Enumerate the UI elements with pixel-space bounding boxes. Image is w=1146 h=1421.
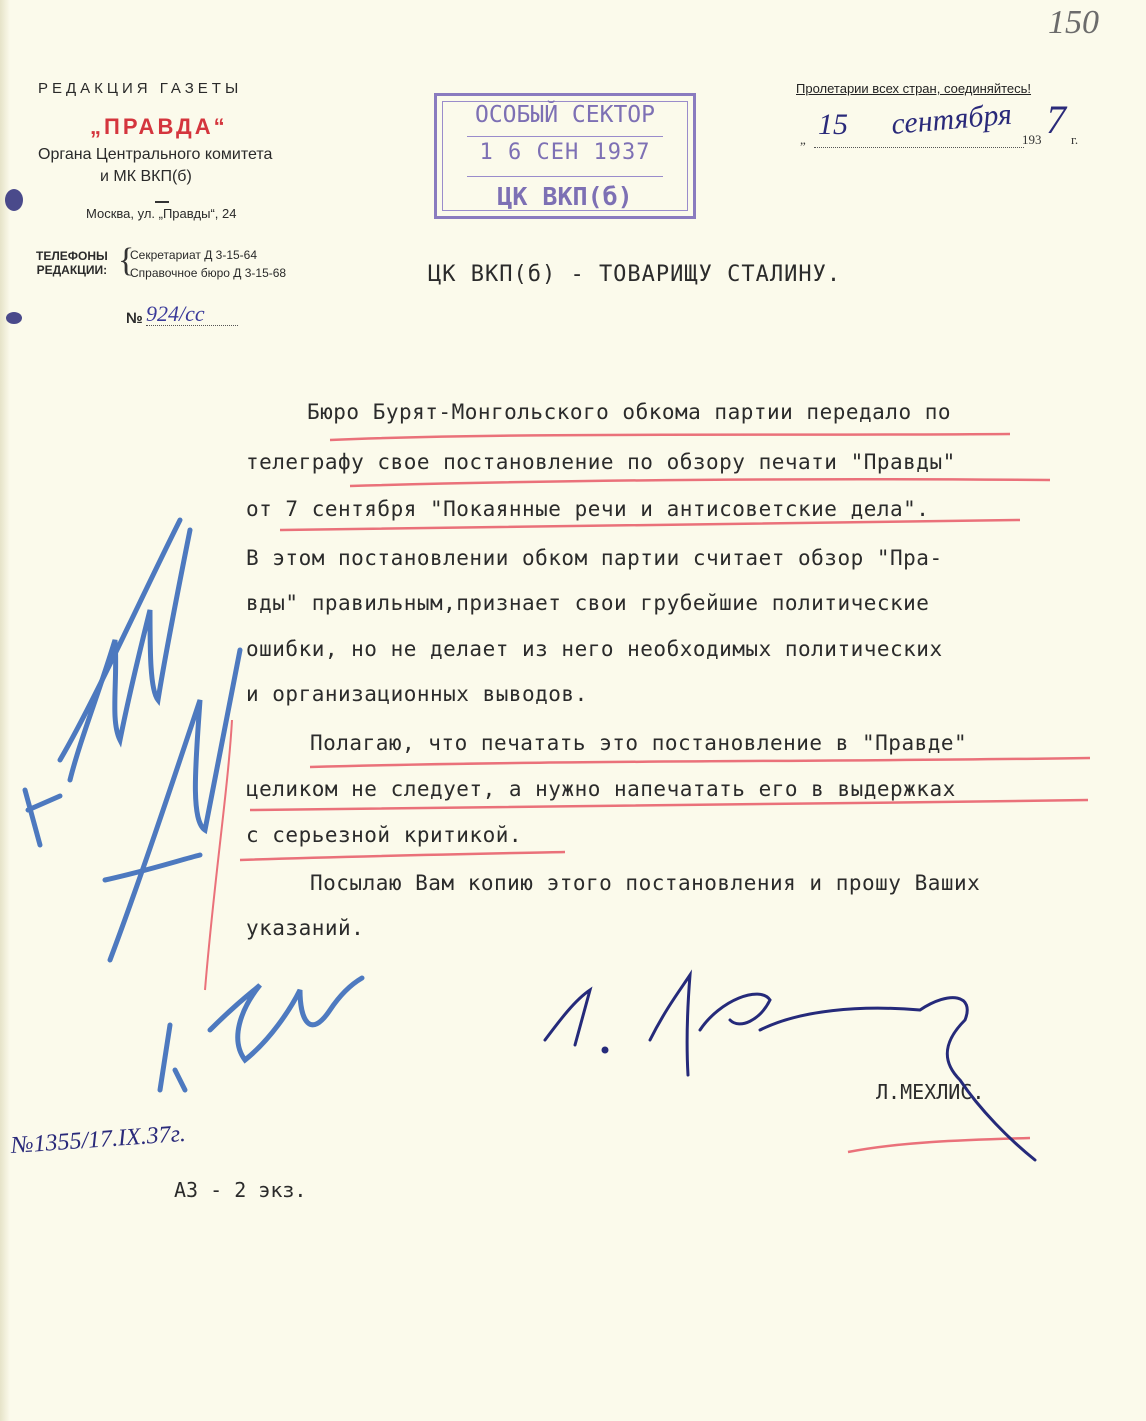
- stamp-line-3: ЦК ВКП(б): [497, 182, 633, 211]
- phones-label-line-1: ТЕЛЕФОНЫ: [36, 249, 108, 263]
- letterhead-phones-label: [36, 249, 108, 277]
- brace-icon: {: [118, 242, 135, 279]
- red-underline: [280, 520, 1020, 530]
- letterhead-address: Москва, ул. „Правды“, 24: [86, 206, 237, 221]
- body-line: вды" правильным,признает свои грубейшие политические: [246, 591, 930, 615]
- slogan: Пролетарии всех стран, соединяйтесь!: [796, 81, 1032, 96]
- red-underline: [848, 1138, 1030, 1152]
- date-year-suffix: г.: [1071, 132, 1079, 147]
- red-margin-mark: [205, 720, 232, 990]
- ink-signature: [545, 975, 1035, 1160]
- red-underline: [310, 758, 1090, 767]
- body-line: целиком не следует, а нужно напечатать его в выдержках: [246, 777, 956, 801]
- archive-page-number: 150: [1048, 4, 1099, 41]
- body-line: телеграфу свое постановление по обзору печати "Правды": [246, 450, 956, 474]
- date-month: сентября: [890, 97, 1014, 142]
- outgoing-number-label: №: [126, 310, 143, 327]
- body-line: и организационных выводов.: [246, 682, 588, 706]
- addressee: ЦК ВКП(б) - ТОВАРИЩУ СТАЛИНУ.: [428, 262, 842, 287]
- date-line: [814, 147, 1024, 148]
- letterhead-organ-line-2: и МК ВКП(б): [100, 168, 192, 185]
- body-line: Полагаю, что печатать это постановление в "Правде": [310, 731, 968, 755]
- body-line: ошибки, но не делает из него необходимых политических: [246, 637, 943, 661]
- letterhead-divider: [155, 201, 169, 203]
- red-underline: [350, 479, 1050, 486]
- paper-edge: [0, 0, 10, 1421]
- phones-label-line-2: РЕДАКЦИИ:: [36, 263, 108, 277]
- red-underline: [330, 434, 1010, 440]
- typed-signature: Л.МЕХЛИС.: [876, 1080, 985, 1104]
- body-line: от 7 сентября "Покаянные речи и антисоветские дела".: [246, 497, 930, 521]
- date-year-handwritten: 7: [1046, 97, 1066, 142]
- body-line: указаний.: [246, 916, 365, 940]
- date-quote: „: [800, 132, 806, 147]
- body-line: В этом постановлении обком партии считает обзор "Пра-: [246, 546, 943, 570]
- copies-note: АЗ - 2 экз.: [174, 1178, 307, 1202]
- registration-stamp: [434, 93, 696, 219]
- red-underline: [250, 800, 1088, 810]
- stamp-line-1: ОСОБЫЙ СЕКТОР: [474, 102, 655, 128]
- body-line: с серьезной критикой.: [246, 823, 523, 847]
- body-line: Бюро Бурят-Монгольского обкома партии передало по: [307, 400, 952, 424]
- outgoing-number-value: 924/сс: [146, 301, 205, 326]
- letterhead-organ-line-1: Органа Центрального комитета: [38, 146, 273, 163]
- stamp-line-2: 1 6 СЕН 1937: [479, 140, 651, 165]
- phone-secretariat: Секретариат Д 3-15-64: [130, 248, 258, 262]
- letterhead-organization: РЕДАКЦИЯ ГАЗЕТЫ: [38, 80, 243, 97]
- date-year-printed: 193: [1022, 132, 1042, 147]
- body-line: Посылаю Вам копию этого постановления и прошу Ваших: [310, 871, 981, 895]
- phone-inquiry: Справочное бюро Д 3-15-68: [130, 266, 287, 280]
- letterhead-paper-name: „ПРАВДА“: [90, 114, 228, 139]
- red-underline: [240, 852, 565, 860]
- registration-note: №1355/17.IX.37г.: [10, 1120, 187, 1160]
- date-day: 15: [818, 108, 848, 141]
